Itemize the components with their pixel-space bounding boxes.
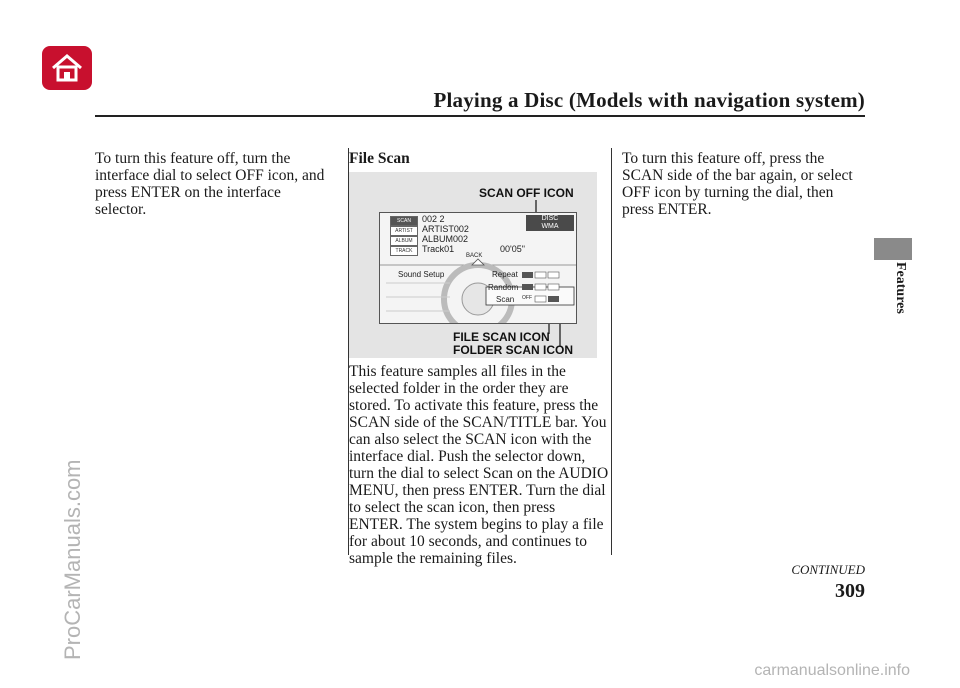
column3-paragraph: To turn this feature off, press the SCAN side of the bar again, or select OFF icon by turning the dial, then press ENTER.	[622, 150, 853, 218]
continued-marker: CONTINUED	[791, 562, 865, 577]
scan-off-label: OFF	[522, 295, 532, 301]
elapsed-time: 00'05"	[500, 244, 525, 254]
home-button[interactable]	[42, 46, 92, 90]
artist-tag: ARTIST	[390, 226, 418, 236]
column1-paragraph: To turn this feature off, turn the interface dial to select OFF icon, and press ENTER on the interface selector.	[95, 150, 325, 218]
format-label: WMA	[541, 223, 559, 230]
file-scan-icon-callout: FILE SCAN ICON	[453, 330, 550, 344]
home-icon	[50, 53, 84, 83]
watermark-vertical: ProCarManuals.com	[60, 459, 85, 660]
file-scan-description: This feature samples all files in the selected folder in the order they are stored. To activate this feature, press the SCAN side of the SCAN/TITLE bar. You can also select the SCAN icon with the interface dial. Push the selector down, turn the dial to select Scan on the AUDIO MENU, then press ENTER. Turn the dial to select the scan icon, then press ENTER. The system begins to play a file for about 10 seconds, and continues to sample the remaining files.	[349, 363, 609, 567]
back-label: BACK	[466, 253, 483, 259]
column-divider-right	[611, 148, 612, 555]
track-name: Track01	[422, 244, 455, 254]
random-label: Random	[488, 283, 519, 292]
album-name: ALBUM002	[422, 234, 469, 244]
track-tag: TRACK	[390, 246, 418, 256]
dial-graphic	[380, 213, 576, 323]
audio-screen-figure	[349, 172, 597, 358]
scan-off-icon-callout: SCAN OFF ICON	[479, 186, 574, 200]
page-number: 309	[835, 580, 865, 602]
file-scan-heading: File Scan	[349, 150, 410, 167]
scan-tag: SCAN	[390, 216, 418, 226]
section-tab-marker	[874, 238, 912, 260]
header-divider	[95, 115, 865, 117]
folder-line: 002 2	[422, 214, 445, 224]
album-tag: ALBUM	[390, 236, 418, 246]
scan-label: Scan	[496, 295, 515, 304]
page-title: Playing a Disc (Models with navigation system)	[433, 88, 865, 112]
sound-setup-label: Sound Setup	[398, 270, 445, 279]
repeat-label: Repeat	[492, 270, 518, 279]
disc-label: DISC	[541, 215, 559, 222]
artist-name: ARTIST002	[422, 224, 469, 234]
folder-scan-icon-callout: FOLDER SCAN ICON	[453, 343, 573, 357]
section-tab-label: Features	[893, 262, 908, 314]
watermark-bottom: carmanualsonline.info	[754, 662, 910, 679]
audio-display-screen	[379, 212, 577, 324]
